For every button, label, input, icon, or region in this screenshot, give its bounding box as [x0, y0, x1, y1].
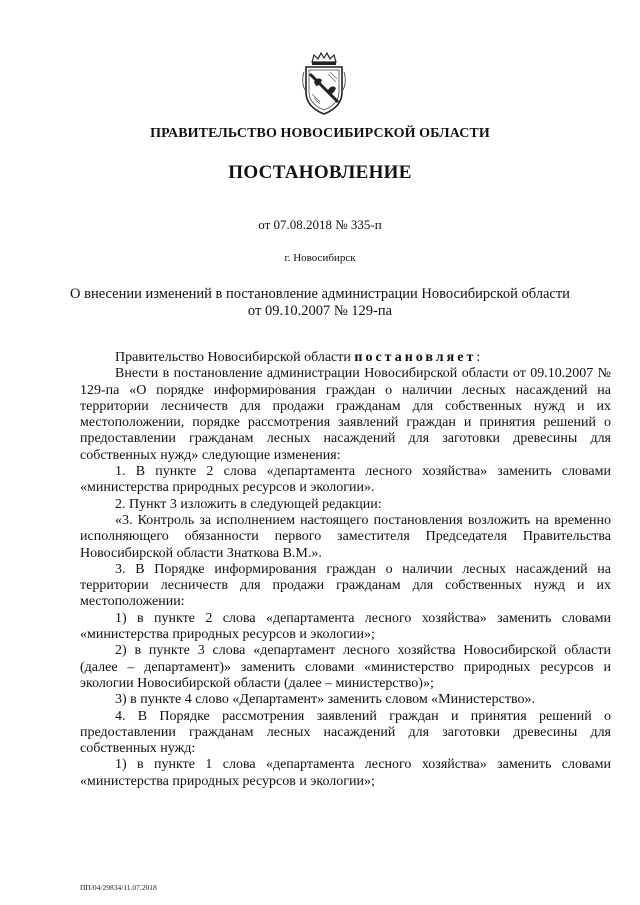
resolves-keyword: постановляет [354, 350, 477, 365]
document-type: ПОСТАНОВЛЕНИЕ [228, 162, 412, 183]
paragraph-intro: Внести в постановление администрации Новосибирской области от 09.10.2007 № 129-па «О порядке информирования граждан о наличии лесных насаждений на территории лесничеств для продажи гражданам для собственных нужд и их местоположении, порядке рассмотрения заявлений граждан и принятия решений о предоставлении гражданам лесных насаждений для заготовки древесины для собственных нужд» следующие изменения: [80, 366, 611, 463]
footer-code: ПП/04/29834/11.07.2018 [80, 883, 157, 892]
subject-line-1: О внесении изменений в постановление администрации Новосибирской области [70, 286, 570, 302]
subject-line-2: от 09.10.2007 № 129-па [247, 303, 393, 319]
paragraph-resolves [80, 350, 611, 366]
paragraph-item-2: 2. Пункт 3 изложить в следующей редакции: [115, 496, 382, 512]
document-subject [70, 286, 570, 320]
paragraph-item-3-1: 1) в пункте 2 слова «департамента лесного хозяйства» заменить словами «министерства природных ресурсов и экологии»; [80, 610, 611, 643]
paragraph-item-1: 1. В пункте 2 слова «департамента лесного хозяйства» заменить словами «министерства природных ресурсов и экологии». [80, 464, 611, 496]
resolves-colon: : [476, 350, 481, 365]
paragraph-item-3: 3. В Порядке информирования граждан о наличии лесных насаждений на территории лесничеств для продажи гражданам для собственных нужд и их местоположении: [80, 561, 611, 610]
coat-of-arms-icon [300, 52, 348, 116]
document-body [80, 350, 611, 790]
organization-name: ПРАВИТЕЛЬСТВО НОВОСИБИРСКОЙ ОБЛАСТИ [150, 126, 490, 141]
resolves-lead: Правительство Новосибирской области [115, 350, 355, 365]
paragraph-item-4-1: 1) в пункте 1 слова «департамента лесного хозяйства» заменить словами «министерства природных ресурсов и экологии»; [80, 757, 611, 789]
document-date-number: от 07.08.2018 № 335-п [258, 217, 382, 232]
paragraph-item-3-2: 2) в пункте 3 слова «департамент лесного хозяйства Новосибирской области (далее – департамент)» заменить словами «министерство природных ресурсов и экологии Новосибирской области (далее – министерство)»; [80, 643, 611, 691]
paragraph-item-4: 4. В Порядке рассмотрения заявлений граждан и принятия решений о предоставлении гражданам лесных насаждений для заготовки древесины для собственных нужд: [80, 708, 611, 757]
paragraph-item-2-text: «3. Контроль за исполнением настоящего постановления возложить на временно исполняющего обязанности первого заместителя Председателя Правительства Новосибирской области Знаткова В.М.». [80, 512, 611, 561]
document-city: г. Новосибирск [284, 252, 356, 264]
paragraph-item-3-3: 3) в пункте 4 слово «Департамент» заменить словом «Министерство». [115, 692, 535, 708]
